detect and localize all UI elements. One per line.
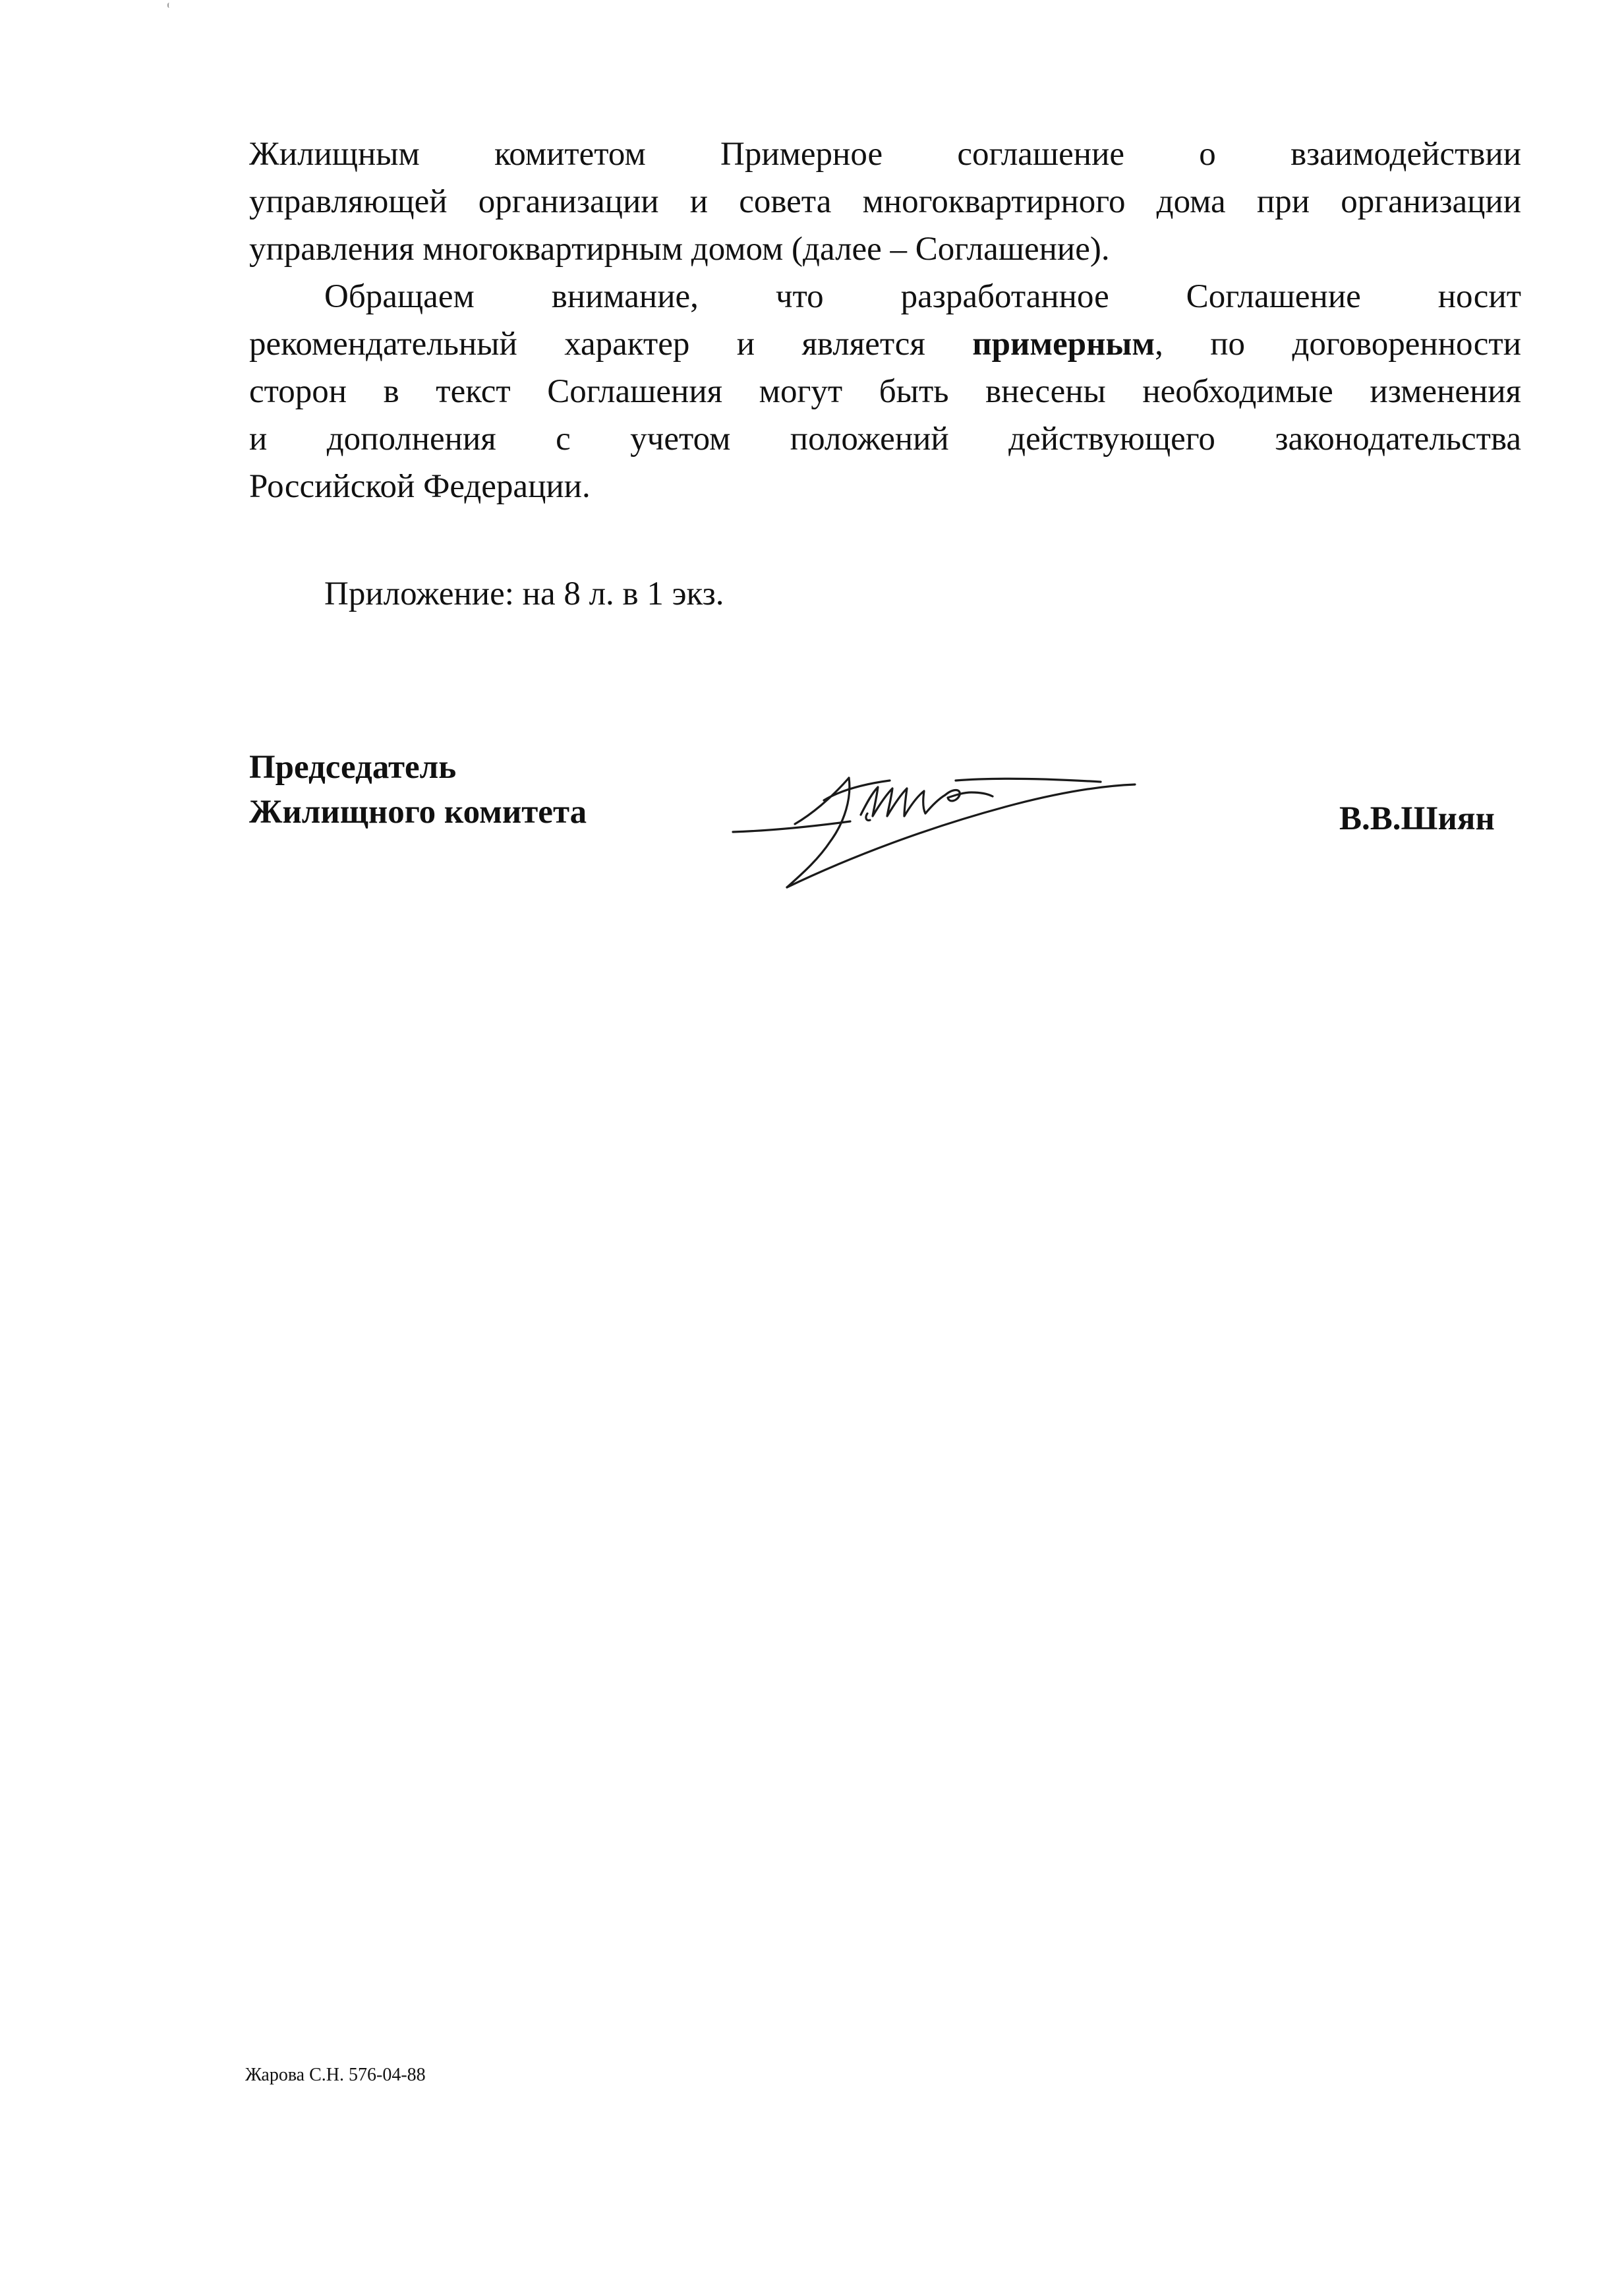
attachment-note: Приложение: на 8 л. в 1 экз. [324,576,724,612]
paragraph2-line5: Российской Федерации. [249,468,591,505]
paragraph1-line2: управляющей организации и совета многоквартирного дома при организации [249,183,1521,220]
scan-speck [167,3,171,8]
handwritten-signature [732,758,1140,890]
signatory-title-line2: Жилищного комитета [249,794,587,831]
signatory-title [249,745,587,835]
emphasis-word: примерным [972,326,1155,363]
footer-contact: Жарова С.Н. 576-04-88 [245,2065,426,2085]
paragraph2-line2-start: рекомендательный характер и является [249,326,973,363]
paragraph2-line2 [249,320,1521,368]
signatory-name: В.В.Шиян [1339,800,1495,837]
letter-body [249,131,1521,510]
signatory-title-line1: Председатель [249,749,457,786]
paragraph2-line3: сторон в текст Соглашения могут быть внесены необходимые изменения [249,373,1521,410]
paragraph2-line4: и дополнения с учетом положений действующего законодательства [249,421,1521,458]
paragraph1-line3: управления многоквартирным домом (далее – Соглашение). [249,231,1110,268]
paragraph2-line1: Обращаем внимание, что разработанное Соглашение носит [324,278,1521,315]
paragraph2-line2-end: , по договоренности [1155,326,1521,363]
paragraph1-line1: Жилищным комитетом Примерное соглашение о взаимодействии [249,136,1521,173]
